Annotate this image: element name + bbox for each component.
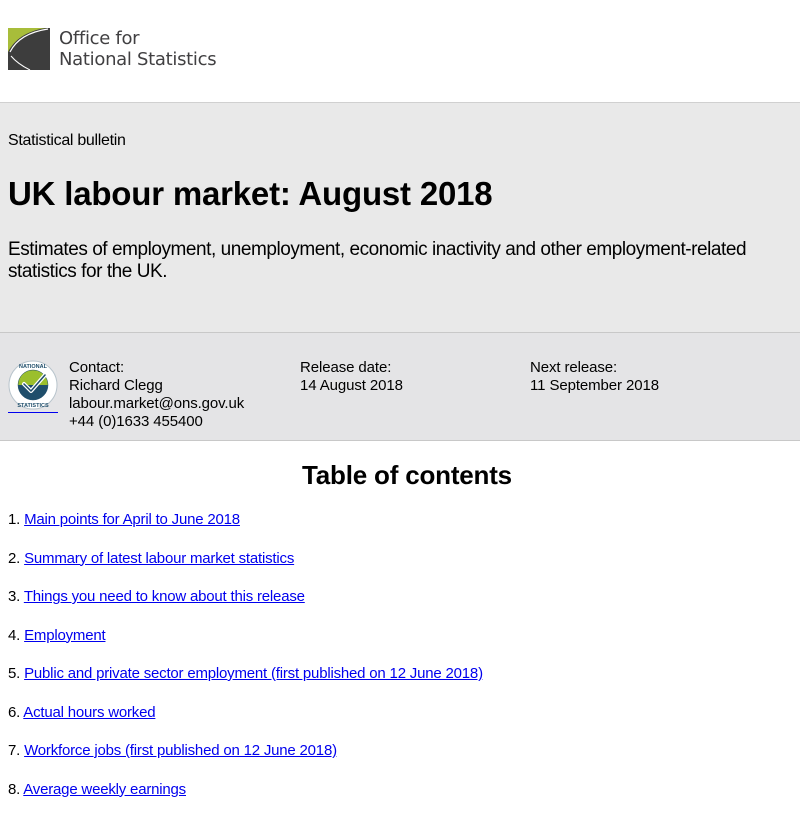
toc-item xyxy=(8,780,483,818)
toc-link-public-private-sector[interactable]: Public and private sector employment (first published on 12 June 2018) xyxy=(24,665,483,682)
release-date-value: 14 August 2018 xyxy=(300,377,403,395)
svg-text:NATIONAL: NATIONAL xyxy=(19,364,48,370)
toc-item xyxy=(8,587,483,626)
table-of-contents xyxy=(8,510,483,818)
release-date-label: Release date: xyxy=(300,359,403,377)
national-statistics-badge-link[interactable] xyxy=(8,360,58,413)
toc-item-number: 6. xyxy=(8,704,20,721)
toc-item xyxy=(8,626,483,665)
release-meta xyxy=(0,332,800,441)
toc-heading: Table of contents xyxy=(0,460,801,491)
toc-link-summary[interactable]: Summary of latest labour market statistics xyxy=(24,550,294,567)
next-release-value: 11 September 2018 xyxy=(530,377,659,395)
toc-item-number: 7. xyxy=(8,742,20,759)
toc-item-number: 2. xyxy=(8,550,20,567)
toc-item xyxy=(8,703,483,742)
bulletin-banner xyxy=(0,102,800,332)
toc-item-number: 8. xyxy=(8,781,20,798)
toc-link-actual-hours[interactable]: Actual hours worked xyxy=(23,704,155,721)
release-date-block xyxy=(300,359,403,395)
logo-text-line2: National Statistics xyxy=(59,49,216,70)
contact-email-link[interactable]: labour.market@ons.gov.uk xyxy=(69,395,244,413)
toc-link-things-to-know[interactable]: Things you need to know about this release xyxy=(24,588,305,605)
logo-text-line1: Office for xyxy=(59,28,216,49)
page-title: UK labour market: August 2018 xyxy=(8,175,492,213)
svg-text:STATISTICS: STATISTICS xyxy=(17,403,49,409)
bulletin-summary: Estimates of employment, unemployment, economic inactivity and other employment-related statistics for the UK. xyxy=(8,239,768,283)
bulletin-type: Statistical bulletin xyxy=(8,132,126,150)
next-release-label: Next release: xyxy=(530,359,659,377)
toc-item xyxy=(8,510,483,549)
contact-label: Contact: xyxy=(69,359,244,377)
next-release-block xyxy=(530,359,659,395)
ons-logo-icon xyxy=(8,28,50,70)
toc-item xyxy=(8,664,483,703)
toc-link-average-weekly-earnings[interactable]: Average weekly earnings xyxy=(23,781,186,798)
toc-item-number: 1. xyxy=(8,511,20,528)
toc-link-workforce-jobs[interactable]: Workforce jobs (first published on 12 June 2018) xyxy=(24,742,337,759)
toc-item-number: 5. xyxy=(8,665,20,682)
contact-block xyxy=(69,359,244,431)
toc-item xyxy=(8,741,483,780)
toc-item-number: 4. xyxy=(8,627,20,644)
contact-phone: +44 (0)1633 455400 xyxy=(69,413,244,431)
site-header xyxy=(0,0,801,102)
ons-logo-link[interactable] xyxy=(8,28,216,70)
contact-name: Richard Clegg xyxy=(69,377,244,395)
toc-item-number: 3. xyxy=(8,588,20,605)
national-statistics-badge-icon xyxy=(8,360,58,410)
toc-link-main-points[interactable]: Main points for April to June 2018 xyxy=(24,511,240,528)
toc-link-employment[interactable]: Employment xyxy=(24,627,105,644)
toc-item xyxy=(8,549,483,588)
